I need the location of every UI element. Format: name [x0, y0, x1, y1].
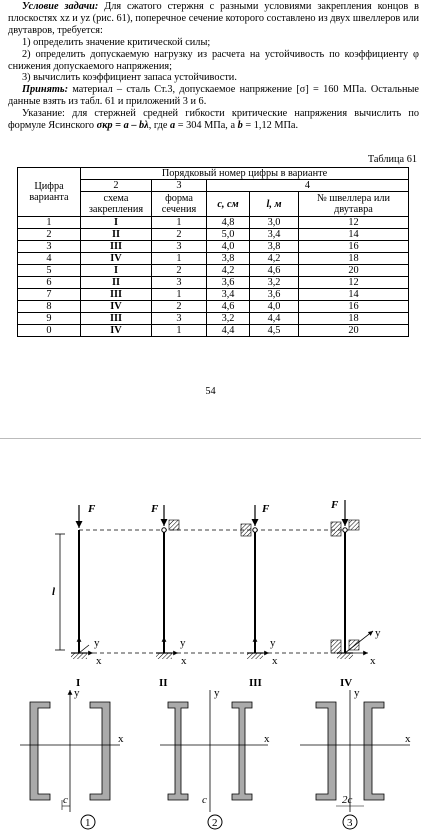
section-3	[300, 687, 411, 829]
table-cell: 7	[18, 289, 81, 301]
section2-number: 2	[212, 817, 218, 829]
table-cell: 4,4	[207, 325, 250, 337]
section1-c: c	[63, 794, 68, 806]
y-label-4: y	[375, 627, 381, 639]
condition-body: Для сжатого стержня с разными условиями закрепления концов в плоскостях xz и yz (рис. 61), поперечное сечение которого составлено из двух швеллеров или двутавров, требуется:	[8, 1, 419, 36]
table-cell: 3,2	[250, 277, 299, 289]
table-cell: III	[81, 241, 152, 253]
section3-x: x	[405, 733, 411, 745]
table-caption: Таблица 61	[367, 154, 417, 165]
table-cell: 1	[152, 217, 207, 229]
a-symbol: a	[170, 120, 176, 132]
table-cell: III	[81, 289, 152, 301]
x-label-1: x	[96, 655, 102, 667]
table-cell: 16	[299, 241, 409, 253]
table-cell: 5,0	[207, 229, 250, 241]
table-cell: 12	[299, 217, 409, 229]
table-cell: IV	[81, 325, 152, 337]
col-num-3: 3	[152, 180, 207, 192]
note-paragraph	[8, 108, 419, 132]
table-cell: 3,4	[207, 289, 250, 301]
task-item-2: 2) определить допускаемую нагрузку из расчета на устойчивость по коэффициенту φ снижения допускаемого напряжения;	[8, 48, 419, 72]
table-cell: 9	[18, 313, 81, 325]
figure-61	[0, 490, 421, 832]
length-label: l	[52, 586, 56, 598]
table-cell: 20	[299, 265, 409, 277]
force-label-2: F	[151, 503, 159, 515]
scheme-label-3: III	[249, 677, 262, 689]
scheme-4	[330, 499, 381, 689]
force-label-3: F	[262, 503, 270, 515]
table-row	[18, 241, 409, 253]
table-cell: 3,8	[207, 253, 250, 265]
sub-scheme: схема закрепления	[81, 192, 152, 217]
table-cell: 18	[299, 313, 409, 325]
table-cell: I	[81, 265, 152, 277]
table-row	[18, 313, 409, 325]
section-1	[20, 687, 124, 829]
table-cell: 1	[152, 253, 207, 265]
x-label-4: x	[370, 655, 376, 667]
x-label-2: x	[181, 655, 187, 667]
sub-c: c, см	[207, 192, 250, 217]
variant-header: Цифра варианта	[18, 168, 81, 217]
table-cell: 4,8	[207, 217, 250, 229]
table-cell: 0	[18, 325, 81, 337]
table-row	[18, 301, 409, 313]
table-cell: 20	[299, 325, 409, 337]
accept-body: материал – сталь Ст.3, допускаемое напряжение [σ] = 160 МПа. Остальные данные взять из табл. 61 и приложений 3 и 6.	[8, 84, 419, 108]
table-cell: 3,6	[207, 277, 250, 289]
section2-c: c	[202, 794, 207, 806]
section2-y: y	[214, 687, 220, 699]
scheme-label-4: IV	[340, 677, 353, 689]
task-item-1: 1) определить значение критической силы;	[22, 36, 211, 48]
scheme-1	[52, 503, 102, 689]
page-separator	[0, 438, 421, 439]
problem-text	[8, 1, 419, 132]
table-cell: 3	[18, 241, 81, 253]
sub-shape: форма сечения	[152, 192, 207, 217]
table-cell: 3,8	[250, 241, 299, 253]
table-cell: 8	[18, 301, 81, 313]
section2-x: x	[264, 733, 270, 745]
col-num-4: 4	[207, 180, 409, 192]
table-row	[18, 253, 409, 265]
table-cell: 16	[299, 301, 409, 313]
table-cell: 4,5	[250, 325, 299, 337]
scheme-label-2: II	[159, 677, 168, 689]
y-label-3: y	[270, 637, 276, 649]
table-cell: 2	[152, 265, 207, 277]
table-row	[18, 325, 409, 337]
table-cell: 4,6	[250, 265, 299, 277]
table-cell: 1	[18, 217, 81, 229]
group-header: Порядковый номер цифры в варианте	[81, 168, 409, 180]
section3-2c: 2c	[342, 794, 353, 806]
table-cell: 2	[18, 229, 81, 241]
table-cell: 12	[299, 277, 409, 289]
table-cell: II	[81, 229, 152, 241]
table-cell: 3	[152, 241, 207, 253]
table-cell: 4,0	[207, 241, 250, 253]
section3-number: 3	[347, 817, 353, 829]
accept-paragraph	[8, 84, 419, 108]
table-row	[18, 277, 409, 289]
x-label-3: x	[272, 655, 278, 667]
force-label-4: F	[331, 499, 339, 511]
task-item-3: 3) вычислить коэффициент запаса устойчивости.	[22, 72, 237, 84]
table-cell: 18	[299, 253, 409, 265]
y-label-1: y	[94, 637, 100, 649]
col-num-2: 2	[81, 180, 152, 192]
table-cell: IV	[81, 301, 152, 313]
scheme-label-1: I	[76, 677, 81, 689]
scheme-3	[241, 503, 278, 689]
table-row	[18, 265, 409, 277]
y-label-2: y	[180, 637, 186, 649]
table-row	[18, 217, 409, 229]
note-text-b: , где	[148, 120, 171, 132]
table-cell: II	[81, 277, 152, 289]
sub-profile: № швеллера или двутавра	[299, 192, 409, 217]
table-cell: 2	[152, 301, 207, 313]
table-cell: IV	[81, 253, 152, 265]
yasinsky-formula: σкр = a – bλ	[96, 120, 149, 132]
table-cell: 3	[152, 313, 207, 325]
table-cell: 14	[299, 229, 409, 241]
force-label-1: F	[88, 503, 96, 515]
table-cell: 14	[299, 289, 409, 301]
table-cell: 4,6	[207, 301, 250, 313]
table-row	[18, 229, 409, 241]
section1-y: y	[74, 687, 80, 699]
table-cell: 4,0	[250, 301, 299, 313]
table-cell: 1	[152, 325, 207, 337]
problem-statement	[8, 1, 419, 37]
note-text-c: = 304 МПа, а	[175, 120, 238, 132]
note-text-a: Указание: для стержней средней гибкости критические напряжения вычислить по формуле Ясинского	[8, 108, 419, 132]
table-cell: III	[81, 313, 152, 325]
page-number: 54	[205, 386, 216, 397]
table-cell: 4	[18, 253, 81, 265]
scheme-2	[150, 503, 187, 689]
accept-label: Принять:	[22, 84, 69, 96]
section1-number: 1	[85, 817, 91, 829]
section-2	[160, 687, 270, 829]
note-text-d: = 1,12 МПа.	[242, 120, 299, 132]
table-cell: 3,0	[250, 217, 299, 229]
table-cell: 4,4	[250, 313, 299, 325]
section1-x: x	[118, 733, 124, 745]
sub-l: l, м	[250, 192, 299, 217]
table-cell: 4,2	[207, 265, 250, 277]
b-symbol: b	[237, 120, 243, 132]
table-cell: 5	[18, 265, 81, 277]
table-cell: 4,2	[250, 253, 299, 265]
condition-label: Условие задачи:	[22, 1, 99, 12]
table-cell: 3,2	[207, 313, 250, 325]
table-cell: 3,6	[250, 289, 299, 301]
table-cell: 3	[152, 277, 207, 289]
data-table	[17, 167, 409, 337]
section3-y: y	[354, 687, 360, 699]
table-cell: I	[81, 217, 152, 229]
table-cell: 6	[18, 277, 81, 289]
table-cell: 1	[152, 289, 207, 301]
table-row	[18, 289, 409, 301]
table-cell: 2	[152, 229, 207, 241]
table-cell: 3,4	[250, 229, 299, 241]
